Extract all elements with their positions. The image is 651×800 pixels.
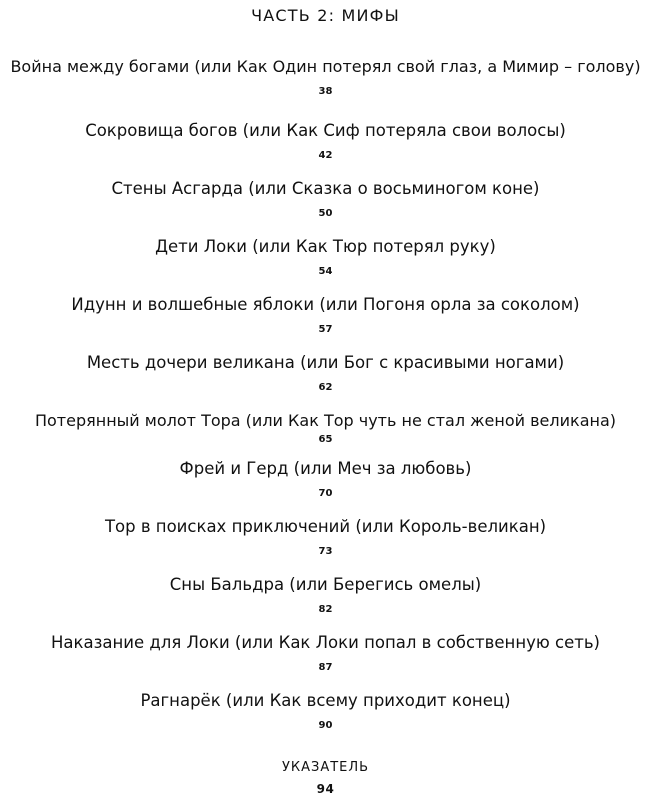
- entry-page-number: 38: [318, 86, 333, 97]
- entry-title[interactable]: Тор в поисках приключений (или Король-великан): [104, 517, 547, 536]
- entry-title[interactable]: Месть дочери великана (или Бог с красивыми ногами): [86, 353, 565, 372]
- entry-page-number: 82: [318, 604, 333, 615]
- toc-entry[interactable]: [0, 459, 651, 500]
- index-entry[interactable]: [0, 760, 651, 796]
- entry-page-number: 54: [318, 266, 333, 277]
- entry-page-number: 90: [318, 720, 333, 731]
- entry-page-number: 62: [318, 382, 333, 393]
- entry-title[interactable]: Сны Бальдра (или Берегись омелы): [169, 575, 482, 594]
- index-title[interactable]: УКАЗАТЕЛЬ: [281, 760, 370, 775]
- toc-entry[interactable]: [0, 575, 651, 616]
- entry-title[interactable]: Наказание для Локи (или Как Локи попал в собственную сеть): [50, 633, 600, 652]
- entry-title[interactable]: Дети Локи (или Как Тюр потерял руку): [155, 237, 496, 256]
- entry-title[interactable]: Фрей и Герд (или Меч за любовь): [179, 459, 472, 478]
- entry-title[interactable]: Рагнарёк (или Как всему приходит конец): [140, 691, 511, 710]
- entry-title[interactable]: Идунн и волшебные яблоки (или Погоня орла за соколом): [71, 295, 580, 314]
- entry-title[interactable]: Война между богами (или Как Один потерял свой глаз, а Мимир – голову): [10, 57, 641, 76]
- entry-title[interactable]: Стены Асгарда (или Сказка о восьминогом коне): [111, 179, 540, 198]
- entry-page-number: 50: [318, 208, 333, 219]
- entry-page-number: 57: [318, 324, 333, 335]
- entry-page-number: 42: [318, 150, 333, 161]
- entry-page-number: 70: [318, 488, 333, 499]
- toc-entry[interactable]: [0, 179, 651, 220]
- toc-entry[interactable]: [0, 57, 651, 98]
- toc-entry[interactable]: [0, 633, 651, 674]
- entry-page-number: 73: [318, 546, 333, 557]
- entry-title[interactable]: Потерянный молот Тора (или Как Тор чуть не стал женой великана): [34, 411, 616, 430]
- entry-page-number: 87: [318, 662, 333, 673]
- toc-entry[interactable]: [0, 353, 651, 394]
- toc-entry[interactable]: [0, 295, 651, 336]
- entry-page-number: 65: [318, 434, 333, 445]
- index-page-number: 94: [316, 782, 335, 796]
- toc-entry[interactable]: [0, 691, 651, 732]
- toc-entry[interactable]: [0, 121, 651, 162]
- entry-title[interactable]: Сокровища богов (или Как Сиф потеряла свои волосы): [85, 121, 566, 140]
- toc-entry[interactable]: [0, 517, 651, 558]
- toc-entry[interactable]: [0, 411, 651, 446]
- toc-entry[interactable]: [0, 237, 651, 278]
- section-title: ЧАСТЬ 2: МИФЫ: [251, 6, 400, 25]
